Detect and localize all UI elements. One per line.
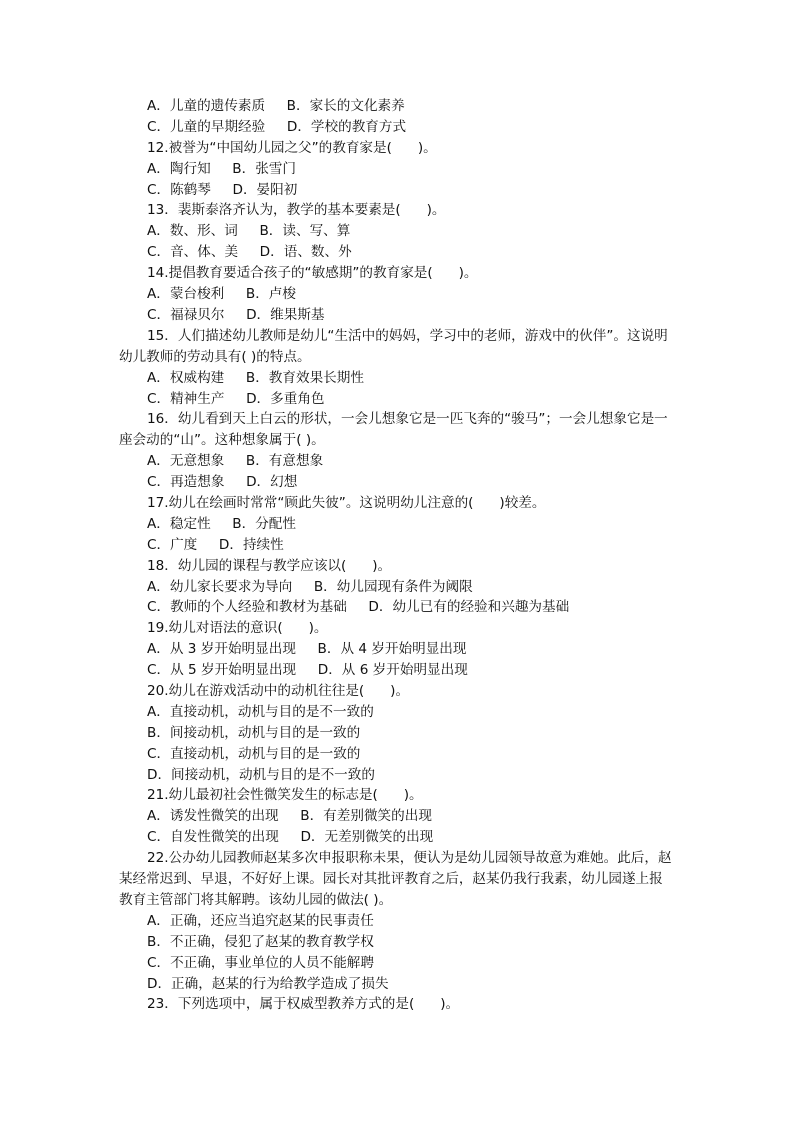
- q20-stem: 20.幼儿在游戏活动中的动机往往是( )。: [147, 683, 410, 699]
- q11-options-ab: A．儿童的遗传素质 B．家长的文化素养: [147, 98, 405, 114]
- q14-stem: 14.提倡教育要适合孩子的“敏感期”的教育家是( )。: [147, 265, 478, 282]
- q22-stem: 22.公办幼儿园教师赵某多次申报职称未果，便认为是幼儿园领导故意为难她。此后，赵某经常迟到、早退，不好好上课。园长对其批评教育之后，赵某仍我行我素，幼儿园遂上报教育主管部门将其解聘。该幼儿园的做法( )。: [119, 850, 672, 908]
- q18-options-ab: A．幼儿家长要求为导向 B．幼儿园现有条件为阈限: [147, 578, 473, 595]
- q22-option-d: D．正确，赵某的行为给教学造成了损失: [147, 975, 389, 992]
- q15-stem: 15．人们描述幼儿教师是幼儿“生活中的妈妈，学习中的老师，游戏中的伙伴”。这说明幼儿教师的劳动具有( )的特点。: [119, 327, 668, 365]
- q23-stem: 23．下列选项中，属于权威型教养方式的是( )。: [147, 996, 460, 1013]
- q14-options-ab: A．蒙台梭利 B．卢梭: [147, 286, 296, 303]
- q20-option-b: B．间接动机，动机与目的是一致的: [147, 724, 361, 741]
- q19-stem: 19.幼儿对语法的意识( )。: [147, 620, 328, 637]
- q17-options-cd: C．广度 D．持续性: [147, 536, 284, 553]
- q19-options-cd: C．从 5 岁开始明显出现 D．从 6 岁开始明显出现: [147, 662, 468, 679]
- q13-options-ab: A．数、形、词 B．读、写、算: [147, 223, 351, 240]
- q17-stem: 17.幼儿在绘画时常常“顾此失彼”。这说明幼儿注意的( )较差。: [147, 494, 546, 511]
- q21-options-cd: C．自发性微笑的出现 D．无差别微笑的出现: [147, 829, 434, 846]
- q20-option-c: C．直接动机，动机与目的是一致的: [147, 745, 361, 762]
- q11-options-cd: C．儿童的早期经验 D．学校的教育方式: [147, 118, 407, 135]
- q14-options-cd: C．福禄贝尔 D．维果斯基: [147, 306, 325, 323]
- q20-option-d: D．间接动机，动机与目的是不一致的: [147, 766, 375, 783]
- q21-options-ab: A．诱发性微笑的出现 B．有差别微笑的出现: [147, 808, 432, 825]
- q16-stem: 16．幼儿看到天上白云的形状，一会儿想象它是一匹飞奔的“骏马”；一会儿想象它是一座会动的“山”。这种想象属于( )。: [119, 411, 668, 449]
- q12-options-cd: C．陈鹤琴 D．晏阳初: [147, 181, 298, 198]
- q16-options-ab: A．无意想象 B．有意想象: [147, 453, 324, 470]
- q13-options-cd: C．音、体、美 D．语、数、外: [147, 244, 352, 261]
- q22-option-b: B．不正确，侵犯了赵某的教育教学权: [147, 933, 374, 950]
- q15-options-cd: C．精神生产 D．多重角色: [147, 390, 325, 407]
- q16-options-cd: C．再造想象 D．幻想: [147, 474, 298, 491]
- q19-options-ab: A．从 3 岁开始明显出现 B．从 4 岁开始明显出现: [147, 641, 467, 658]
- question-list: [119, 96, 675, 1015]
- q18-stem: 18．幼儿园的课程与教学应该以( )。: [147, 557, 392, 574]
- q22-option-c: C．不正确，事业单位的人员不能解聘: [147, 954, 374, 971]
- q17-options-ab: A．稳定性 B．分配性: [147, 515, 296, 532]
- q22-option-a: A．正确，还应当追究赵某的民事责任: [147, 912, 374, 929]
- q21-stem: 21.幼儿最初社会性微笑发生的标志是( )。: [147, 787, 423, 804]
- q20-option-a: A．直接动机，动机与目的是不一致的: [147, 703, 374, 720]
- q18-options-cd: C．教师的个人经验和教材为基础 D．幼儿已有的经验和兴趣为基础: [147, 599, 570, 616]
- q15-options-ab: A．权威构建 B．教育效果长期性: [147, 369, 364, 386]
- q12-stem: 12.被誉为“中国幼儿园之父”的教育家是( )。: [147, 139, 437, 156]
- q13-stem: 13．裴斯泰洛齐认为，教学的基本要素是( )。: [147, 202, 446, 219]
- q12-options-ab: A．陶行知 B．张雪门: [147, 160, 296, 177]
